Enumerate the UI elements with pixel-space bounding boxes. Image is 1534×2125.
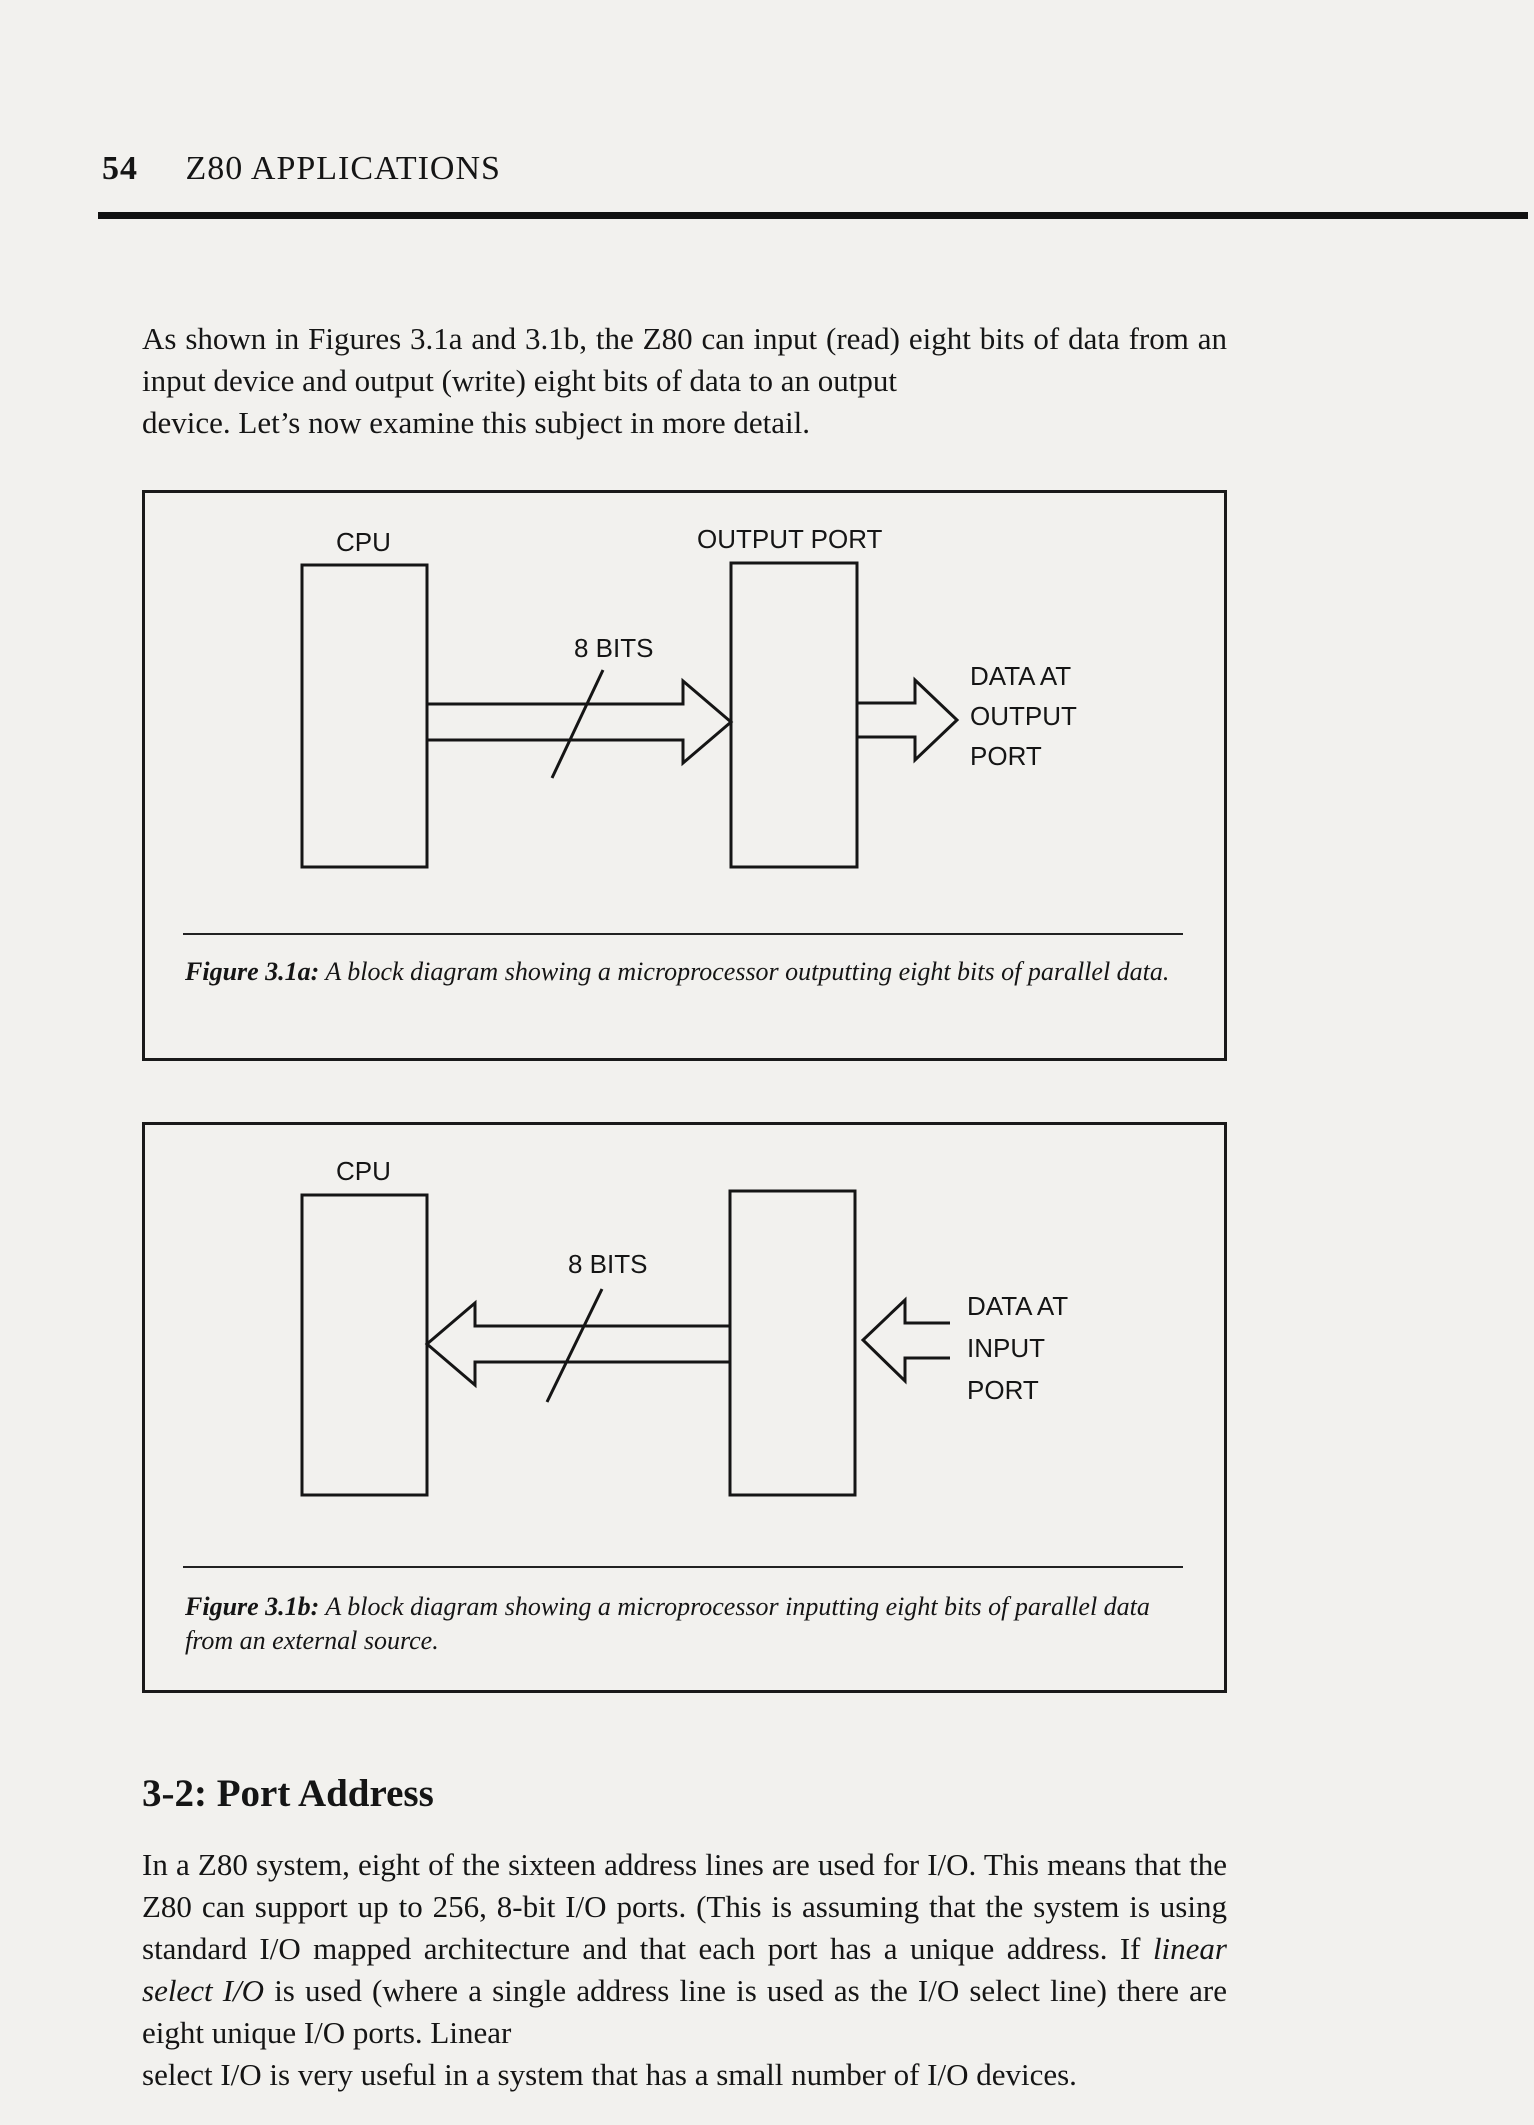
bus-slash [547,1289,602,1402]
bus-width-label: 8 BITS [574,633,654,663]
intro-last-line: device. Let’s now examine this subject in more detail. [142,405,811,440]
output-port-block [731,563,857,867]
cpu-label: CPU [336,1156,391,1186]
bus-arrow-left [427,1303,730,1385]
output-port-label: OUTPUT PORT [697,524,883,554]
data-in-arrow [863,1300,950,1381]
running-head [102,150,501,188]
header-rule [98,212,1528,219]
body-text-1: In a Z80 system, eight of the sixteen address lines are used for I/O. This means that the Z80 can support up to 256, 8-bit I/O ports. (This is assuming that the system is using standard I/O mapped architecture and that each port has a unique address. If [142,1847,1227,1966]
body-last-line: select I/O is very useful in a system that has a small number of I/O devices. [142,2057,1077,2092]
figure-3-1a [142,490,1227,1061]
caption-text: A block diagram showing a microprocessor inputting eight bits of parallel data from an external source. [185,1592,1150,1655]
data-label-line-3: PORT [967,1375,1039,1405]
data-label-line-2: OUTPUT [970,701,1077,731]
body-text-2: is used (where a single address line is used as the I/O select line) there are eight unique I/O ports. Linear [142,1973,1227,2050]
figure-caption [185,1590,1185,1658]
figure-id: Figure 3.1b: [185,1592,320,1621]
cpu-block [302,1195,427,1495]
data-label-line-3: PORT [970,741,1042,771]
data-label-line-2: INPUT [967,1333,1045,1363]
data-label-line-1: DATA AT [967,1291,1069,1321]
figure-3-1b [142,1122,1227,1693]
body-paragraph [142,1844,1227,2096]
section-heading: 3-2: Port Address [142,1772,434,1815]
cpu-block [302,565,427,867]
cpu-label: CPU [336,527,391,557]
running-title: Z80 APPLICATIONS [185,150,501,187]
page-number: 54 [102,150,138,187]
bus-slash [552,670,603,778]
caption-rule [183,933,1183,935]
caption-rule [183,1566,1183,1568]
figure-id: Figure 3.1a: [185,957,320,986]
data-out-arrow [857,680,957,760]
intro-text: As shown in Figures 3.1a and 3.1b, the Z80 can input (read) eight bits of data from an input device and output (write) eight bits of data to an output [142,321,1227,398]
body-emphasis: linear select I/O [142,1931,1227,2008]
input-port-block [730,1191,855,1495]
bus-width-label: 8 BITS [568,1249,648,1279]
data-label-line-1: DATA AT [970,661,1072,691]
intro-paragraph [142,318,1227,444]
caption-text: A block diagram showing a microprocessor outputting eight bits of parallel data. [325,957,1170,986]
figure-caption [185,955,1185,989]
